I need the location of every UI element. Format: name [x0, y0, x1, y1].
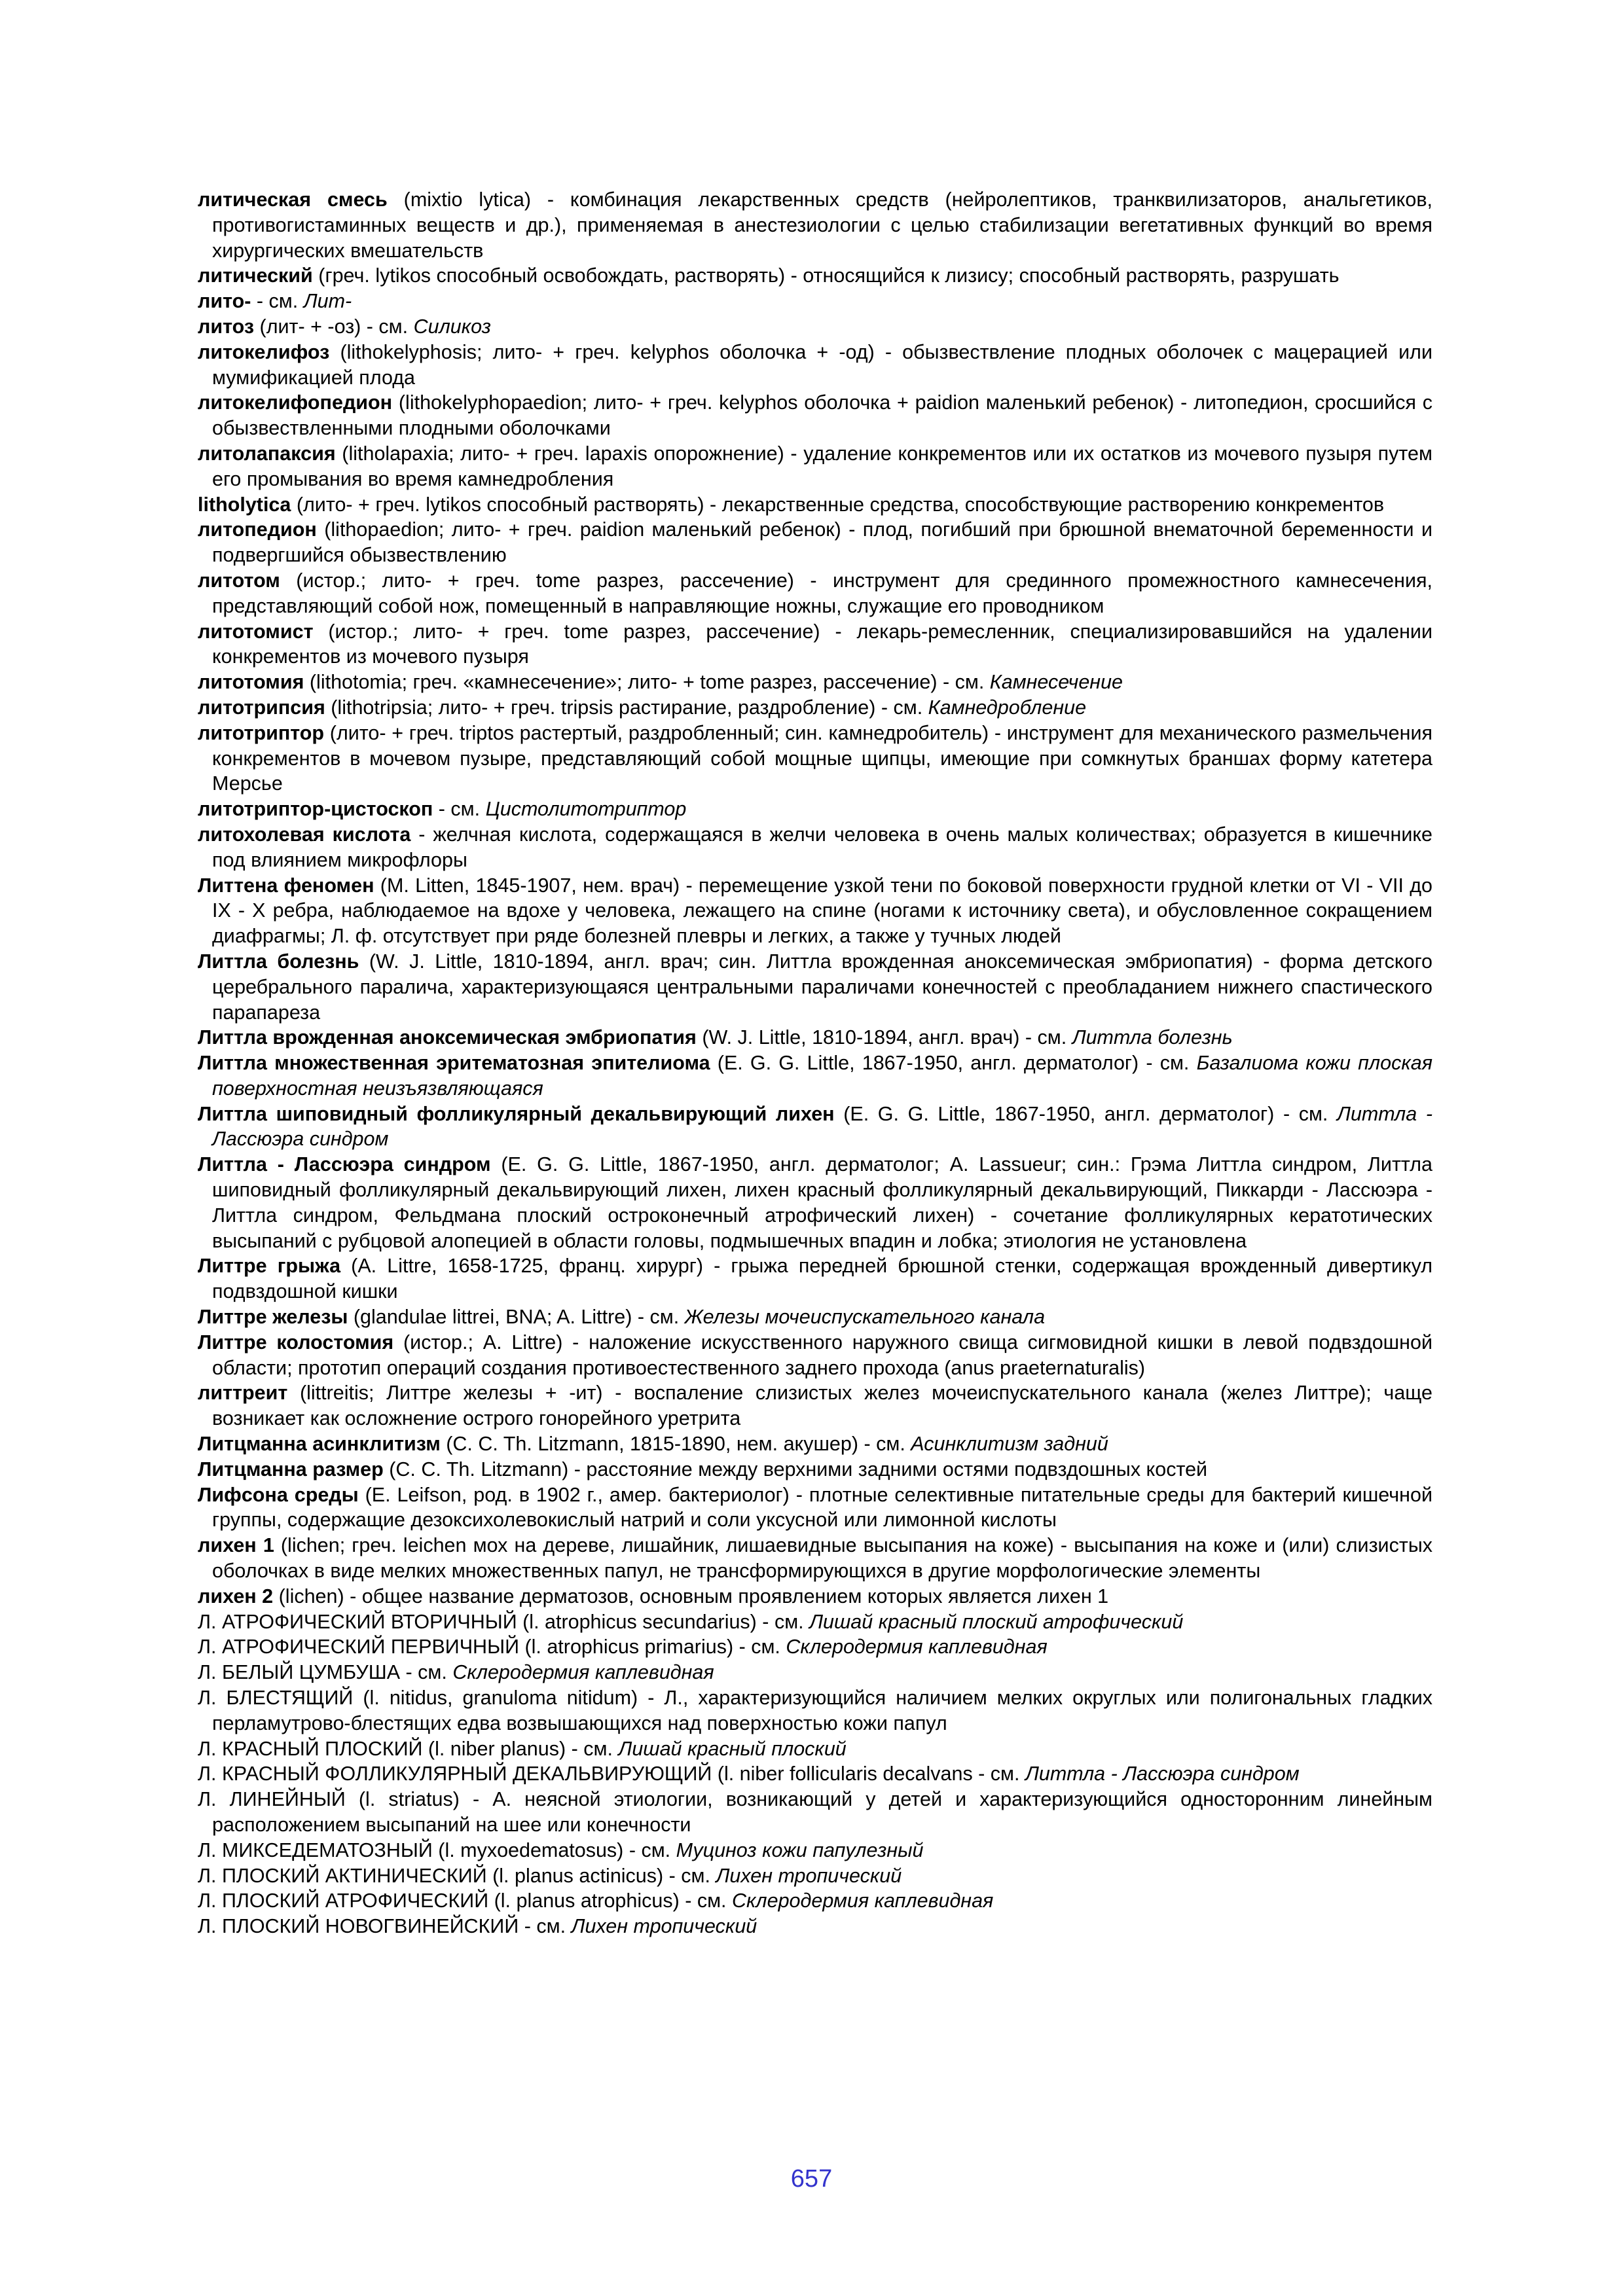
dictionary-entry	[198, 1787, 1432, 1838]
entry-cross-reference: Лишай красный плоский атрофический	[809, 1610, 1184, 1633]
dictionary-entry	[198, 289, 1432, 314]
entry-definition: (lichen) - общее название дерматозов, основным проявлением которых является лихен 1	[273, 1585, 1109, 1607]
dictionary-entry	[198, 873, 1432, 949]
dictionary-entry	[198, 1380, 1432, 1431]
entry-definition: Л. БЛЕСТЯЩИЙ (l. nitidus, granuloma nitidum) - Л., характеризующийся наличием мелких округлых или полигональных гладких перламутрово-блестящих едва возвышающихся над поверхностью кожи папул	[198, 1687, 1432, 1734]
entry-definition: (litholapaxia; лито- + греч. lapaxis опорожнение) - удаление конкрементов или их остатков из мочевого пузыря путем его промывания во время камнедробления	[212, 442, 1432, 490]
dictionary-entry	[198, 1888, 1432, 1914]
dictionary-entry	[198, 441, 1432, 492]
dictionary-entry	[198, 314, 1432, 340]
entry-term: Литтла множественная эритематозная эпителиома	[198, 1052, 710, 1075]
entry-cross-reference: Железы мочеиспускательного канала	[684, 1306, 1046, 1329]
dictionary-entry	[198, 1761, 1432, 1787]
dictionary-entry	[198, 1634, 1432, 1660]
dictionary-entry	[198, 1660, 1432, 1685]
entry-term: Литтре колостомия	[198, 1331, 394, 1354]
entry-definition: Л. КРАСНЫЙ ФОЛЛИКУЛЯРНЫЙ ДЕКАЛЬВИРУЮЩИЙ (l. niber follicularis decalvans - см.	[198, 1763, 1025, 1785]
entry-definition: Л. ПЛОСКИЙ АТРОФИЧЕСКИЙ (l. planus atrophicus) - см.	[198, 1890, 732, 1912]
dictionary-entry	[198, 1482, 1432, 1534]
entry-definition: (E. G. G. Little, 1867-1950, англ. дерматолог; A. Lassueur; син.: Грэма Литтла синдром, Литтла шиповидный фолликулярный декальвирующий лихен, лихен красный фолликулярный декальвирующий, Пиккарди - Лассюэра - Литтла синдром, Фельдмана плоский остроконечный атрофический лихен) - сочетание фолликулярных кератотических высыпаний с рубцовой алопецией в области головы, подмышечных впадин и лобка; этиология не установлена	[212, 1153, 1432, 1252]
dictionary-entry	[198, 187, 1432, 263]
entry-definition: (lithotripsia; лито- + греч. tripsis растирание, раздробление) - см.	[325, 696, 928, 719]
entry-definition: (греч. lytikos способный освобождать, растворять) - относящийся к лизису; способный растворять, разрушать	[312, 264, 1340, 287]
dictionary-entry	[198, 670, 1432, 695]
dictionary-entry	[198, 492, 1432, 518]
dictionary-entry	[198, 721, 1432, 797]
entry-term: литохолевая кислота	[198, 823, 411, 846]
entry-term: литтреит	[198, 1382, 288, 1405]
dictionary-entry	[198, 1736, 1432, 1762]
entry-definition: - см.	[433, 798, 486, 821]
entry-definition: (C. C. Th. Litzmann, 1815-1890, нем. акушер) - см.	[440, 1433, 911, 1456]
entry-cross-reference: Асинклитизм задний	[911, 1433, 1108, 1456]
entry-term: лито-	[198, 290, 251, 313]
dictionary-entry	[198, 1304, 1432, 1330]
dictionary-entry	[198, 1050, 1432, 1102]
dictionary-entry	[198, 1584, 1432, 1609]
entry-definition: Л. ПЛОСКИЙ НОВОГВИНЕЙСКИЙ - см.	[198, 1915, 572, 1938]
entry-definition: (лито- + греч. lytikos способный растворять) - лекарственные средства, способствующие растворению конкрементов	[291, 493, 1385, 516]
dictionary-column	[198, 187, 1432, 1939]
entry-cross-reference: Склеродермия каплевидная	[452, 1661, 714, 1684]
dictionary-entry	[198, 1863, 1432, 1889]
dictionary-entry	[198, 390, 1432, 441]
entry-term: лихен 1	[198, 1534, 274, 1557]
dictionary-entry	[198, 1533, 1432, 1584]
entry-definition: (lichen; греч. leichen мох на дереве, лишайник, лишаевидные высыпания на коже) - высыпания на коже и (или) слизистых оболочках в виде мелких множественных папул, не трансформирующихся в другие морфологические элементы	[212, 1534, 1432, 1583]
entry-definition: (истор.; лито- + греч. tome разрез, рассечение) - инструмент для срединного промежностного камнесечения, представляющий собой нож, помещенный в направляющие ножны, служащие его проводником	[212, 569, 1432, 617]
entry-definition: (W. J. Little, 1810-1894, англ. врач; син. Литтла врожденная аноксемическая эмбриопатия) - форма детского церебрального паралича, характеризующаяся центральными параличами конечностей с преобладанием нижнего спастического парапареза	[212, 950, 1432, 1024]
entry-cross-reference: Литтла - Лассюэра синдром	[212, 1102, 1432, 1151]
dictionary-entry	[198, 1253, 1432, 1304]
entry-definition: - желчная кислота, содержащаяся в желчи человека в очень малых количествах; образуется в кишечнике под влиянием микрофлоры	[212, 823, 1433, 871]
entry-term: литоз	[198, 315, 255, 338]
entry-definition: (lithotomia; греч. «камнесечение»; лито- + tome разрез, рассечение) - см.	[304, 671, 990, 694]
entry-definition: (E. Leifson, род. в 1902 г., амер. бактериолог) - плотные селективные питательные среды для бактерий кишечной группы, содержащие дезоксихолевокислый натрий и соли уксусной или лимонной кислоты	[212, 1483, 1432, 1532]
entry-cross-reference: Камнедробление	[928, 696, 1087, 719]
dictionary-entry	[198, 1102, 1432, 1153]
entry-term: Литтла шиповидный фолликулярный декальвирующий лихен	[198, 1102, 835, 1125]
dictionary-entry	[198, 1431, 1432, 1457]
entry-term: литотом	[198, 569, 280, 592]
dictionary-entry	[198, 1914, 1432, 1939]
entry-definition: (lithokelyphopaedion; лито- + греч. kelyphos оболочка + paidion маленький ребенок) - литопедион, сросшийся с обызвествленными плодными оболочками	[212, 391, 1432, 440]
entry-definition: (E. G. G. Little, 1867-1950, англ. дерматолог) - см.	[834, 1102, 1338, 1125]
dictionary-entry	[198, 1838, 1432, 1863]
entry-term: Литтена феномен	[198, 874, 374, 897]
entry-cross-reference: Муциноз кожи папулезный	[676, 1839, 924, 1861]
entry-definition: (glandulae littrei, BNA; A. Littre) - см.	[348, 1306, 685, 1329]
page-number: 657	[790, 2165, 833, 2193]
entry-term: литотомия	[198, 671, 304, 694]
entry-definition: (истор.; A. Littre) - наложение искусственного наружного свища сигмовидной кишки в левой подвздошной области; прототип операций создания противоестественного заднего прохода (anus praeternaturalis)	[212, 1331, 1432, 1379]
entry-term: литокелифоз	[198, 340, 330, 363]
dictionary-entry	[198, 517, 1432, 568]
entry-term: Литтре железы	[198, 1306, 348, 1329]
entry-term: литотриптор	[198, 721, 325, 744]
entry-cross-reference: Литтла - Лассюэра синдром	[1025, 1763, 1300, 1785]
entry-definition: (mixtio lytica) - комбинация лекарственных средств (нейролептиков, транквилизаторов, анальгетиков, противогистаминных веществ и др.), применяемая в анестезиологии с целью стабилизации вегетативных функций во время хирургических вмешательств	[212, 188, 1433, 262]
entry-term: литокелифопедион	[198, 391, 393, 414]
entry-cross-reference: Цистолитотриптор	[485, 798, 687, 821]
dictionary-entry	[198, 1685, 1432, 1736]
entry-cross-reference: Лишай красный плоский	[618, 1737, 847, 1760]
entry-definition: (истор.; лито- + греч. tome разрез, рассечение) - лекарь-ремесленник, специализировавшийся на удалении конкрементов из мочевого пузыря	[212, 620, 1432, 668]
entry-cross-reference: Лихен тропический	[571, 1915, 757, 1938]
entry-definition: (E. G. G. Little, 1867-1950, англ. дерматолог) - см.	[710, 1052, 1197, 1075]
entry-term: litholytica	[198, 493, 291, 516]
entry-definition: (lithokelyphosis; лито- + греч. kelyphos оболочка + -од) - обызвествление плодных оболочек с мацерацией или мумификацией плода	[212, 340, 1432, 389]
entry-term: Литтла - Лассюэра синдром	[198, 1153, 491, 1176]
entry-cross-reference: Склеродермия каплевидная	[732, 1890, 994, 1912]
entry-definition: (лито- + греч. triptos растертый, раздробленный; син. камнедробитель) - инструмент для механического размельчения конкрементов в мочевом пузыре, представляющий собой мощные щипцы, имеющие при сомкнутых браншах форму катетера Мерсье	[212, 721, 1432, 795]
entry-cross-reference: Базалиома кожи плоская поверхностная неизъязвляющаяся	[212, 1052, 1432, 1100]
dictionary-entry	[198, 619, 1432, 670]
entry-term: литотомист	[198, 620, 314, 643]
dictionary-entry	[198, 1025, 1432, 1050]
entries-list	[198, 187, 1432, 1939]
dictionary-entry	[198, 340, 1432, 391]
dictionary-entry	[198, 1330, 1432, 1381]
entry-definition: Л. АТРОФИЧЕСКИЙ ПЕРВИЧНЫЙ (l. atrophicus primarius) - см.	[198, 1636, 786, 1659]
entry-definition: - см.	[251, 290, 304, 313]
entry-cross-reference: Склеродермия каплевидная	[786, 1636, 1048, 1659]
entry-definition: Л. БЕЛЫЙ ЦУМБУША - см.	[198, 1661, 453, 1684]
dictionary-entry	[198, 695, 1432, 721]
dictionary-entry	[198, 949, 1432, 1025]
entry-term: литический	[198, 264, 313, 287]
entry-term: литическая смесь	[198, 188, 388, 211]
entry-cross-reference: Силикоз	[413, 315, 491, 338]
entry-term: Литцманна размер	[198, 1458, 384, 1480]
entry-cross-reference: Лит-	[303, 290, 352, 313]
entry-term: Литтла болезнь	[198, 950, 359, 973]
entry-definition: (лит- + -оз) - см.	[254, 315, 414, 338]
entry-definition: (A. Littre, 1658-1725, франц. хирург) - грыжа передней брюшной стенки, содержащая врожденный дивертикул подвздошной кишки	[212, 1255, 1432, 1303]
entry-definition: (C. C. Th. Litzmann) - расстояние между верхними задними остями подвздошных костей	[383, 1458, 1208, 1480]
entry-cross-reference: Камнесечение	[989, 671, 1123, 694]
entry-definition: (W. J. Little, 1810-1894, англ. врач) - см.	[696, 1026, 1072, 1049]
dictionary-entry	[198, 568, 1432, 619]
entry-definition: Л. ПЛОСКИЙ АКТИНИЧЕСКИЙ (l. planus actinicus) - см.	[198, 1864, 716, 1887]
entry-term: литотрипсия	[198, 696, 325, 719]
entry-cross-reference: Лихен тропический	[716, 1864, 902, 1887]
dictionary-entry	[198, 1152, 1432, 1253]
entry-definition: Л. МИКСЕДЕМАТОЗНЫЙ (l. myxoedematosus) - см.	[198, 1839, 676, 1861]
entry-term: лихен 2	[198, 1585, 274, 1607]
entry-definition: Л. КРАСНЫЙ ПЛОСКИЙ (l. niber planus) - см.	[198, 1737, 619, 1760]
entry-definition: (lithopaedion; лито- + греч. paidion маленький ребенок) - плод, погибший при брюшной внематочной беременности и подвергшийся обызвествлению	[212, 518, 1432, 567]
entry-definition: (littreitis; Литтре железы + -ит) - воспаление слизистых желез мочеиспускательного канала (желез Литтре); чаще возникает как осложнение острого гонорейного уретрита	[212, 1382, 1432, 1430]
entry-term: Литтла врожденная аноксемическая эмбриопатия	[198, 1026, 697, 1049]
entry-definition: Л. ЛИНЕЙНЫЙ (l. striatus) - А. неясной этиологии, возникающий у детей и характеризующийся односторонним линейным расположением высыпаний на шее или конечности	[198, 1788, 1432, 1836]
entry-term: литопедион	[198, 518, 317, 541]
dictionary-entry	[198, 797, 1432, 822]
entry-definition: (M. Litten, 1845-1907, нем. врач) - перемещение узкой тени по боковой поверхности грудной клетки от VI - VII до IX - X ребра, наблюдаемое на вдохе у человека, лежащего на спине (ногами к источнику света), и обусловленное сокращением диафрагмы; Л. ф. отсутствует при ряде болезней плевры и легких, а также у тучных людей	[212, 874, 1432, 948]
dictionary-entry	[198, 1457, 1432, 1482]
dictionary-entry	[198, 822, 1432, 873]
entry-cross-reference: Литтла болезнь	[1072, 1026, 1233, 1049]
entry-term: литотриптор-цистоскоп	[198, 798, 433, 821]
entry-term: Лифсона среды	[198, 1483, 359, 1506]
entry-term: Литцманна асинклитизм	[198, 1433, 441, 1456]
entry-definition: Л. АТРОФИЧЕСКИЙ ВТОРИЧНЫЙ (l. atrophicus secundarius) - см.	[198, 1610, 810, 1633]
entry-term: литолапаксия	[198, 442, 336, 465]
dictionary-entry	[198, 263, 1432, 289]
dictionary-entry	[198, 1609, 1432, 1635]
entry-term: Литтре грыжа	[198, 1255, 341, 1278]
